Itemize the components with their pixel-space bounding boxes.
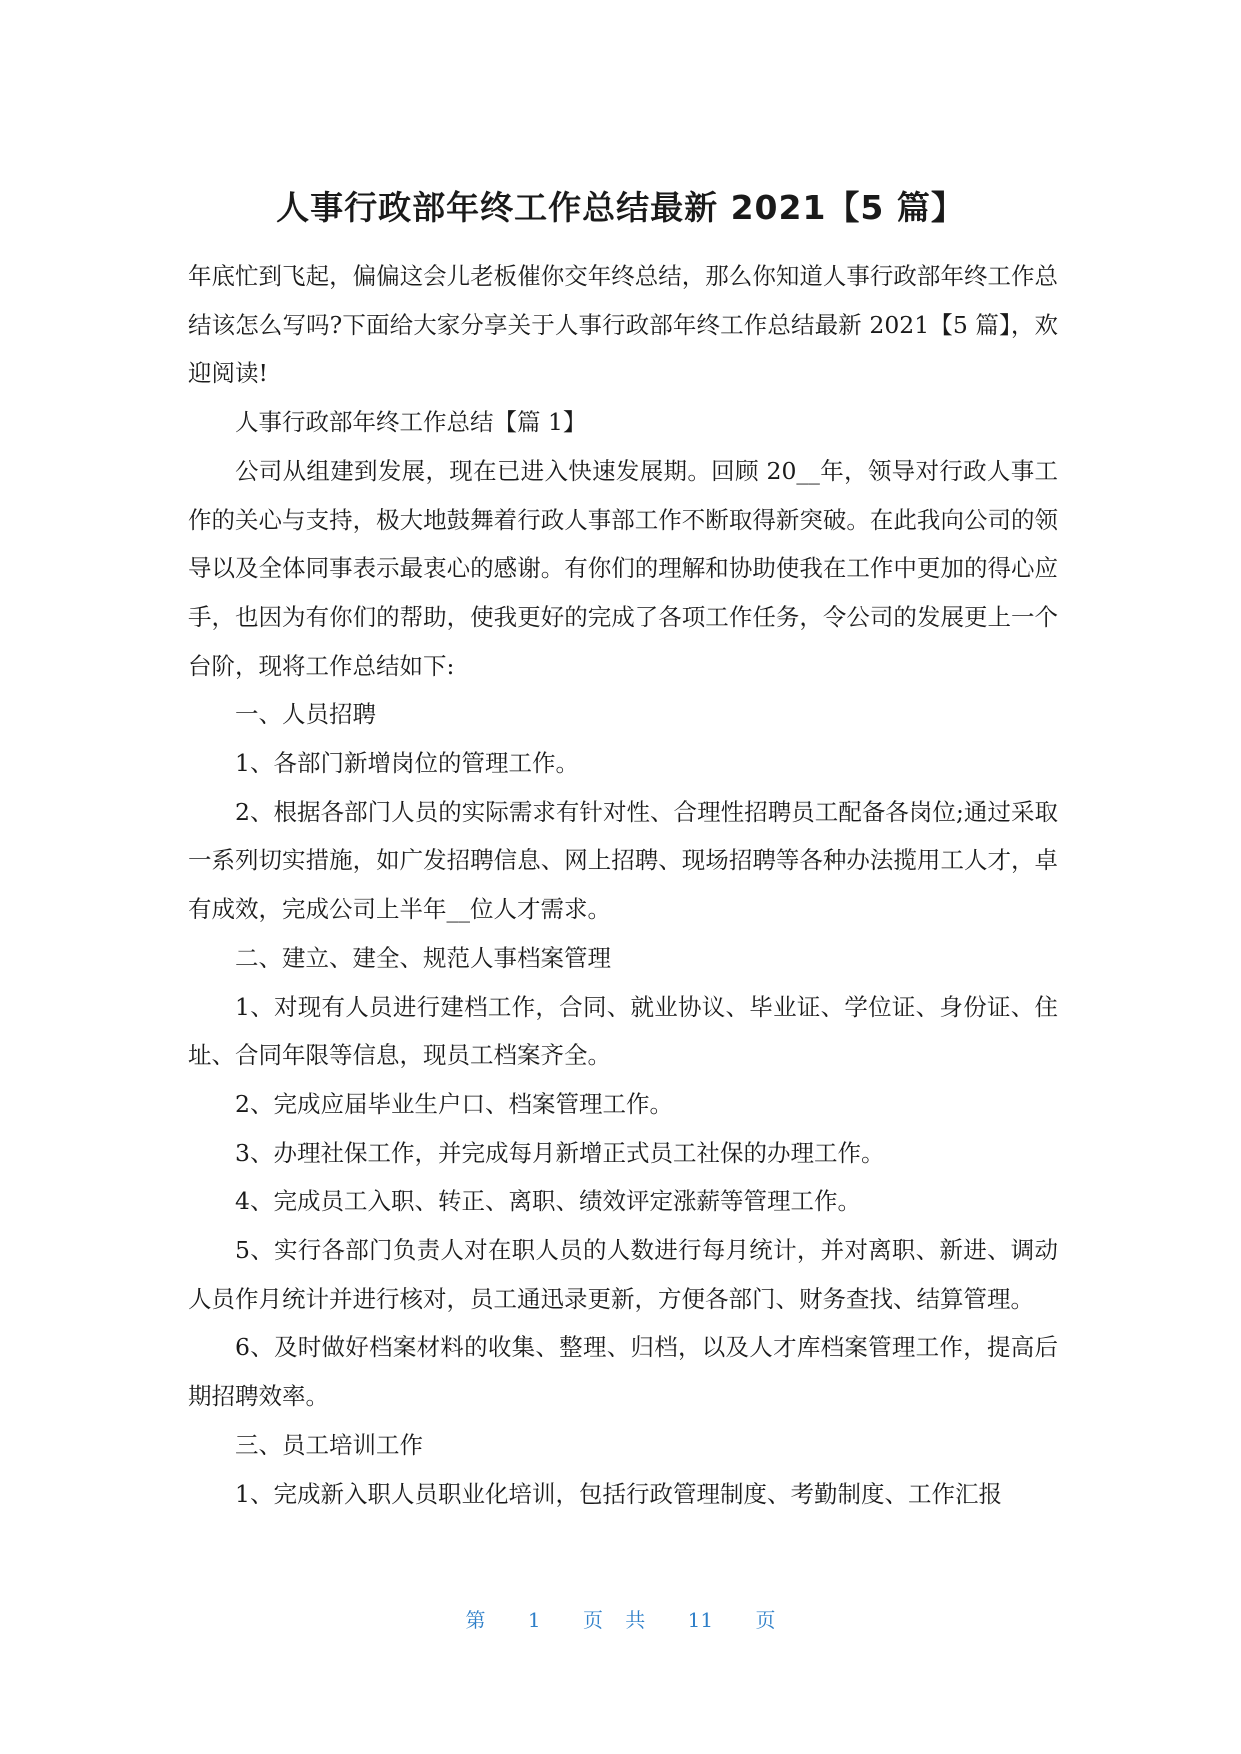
document-title: 人事行政部年终工作总结最新 2021【5 篇】: [276, 188, 965, 227]
paragraph: 年底忙到飞起，偏偏这会儿老板催你交年终总结，那么你知道人事行政部年终工作总结该怎么写吗?下面给大家分享关于人事行政部年终工作总结最新 2021【5 篇】，欢迎阅读!: [188, 262, 1058, 388]
section-heading: 三、员工培训工作: [235, 1430, 423, 1459]
list-item: 5、实行各部门负责人对在职人员的人数进行每月统计，并对离职、新进、调动人员作月统计并进行核对，员工通迅录更新，方便各部门、财务查找、结算管理。: [188, 1236, 1058, 1313]
section-heading: 人事行政部年终工作总结【篇 1】: [235, 408, 587, 437]
section-heading: 一、人员招聘: [235, 700, 376, 729]
list-item: 2、完成应届毕业生户口、档案管理工作。: [235, 1089, 673, 1118]
section-heading: 二、建立、建全、规范人事档案管理: [235, 943, 611, 972]
list-item: 4、完成员工入职、转正、离职、绩效评定涨薪等管理工作。: [235, 1187, 861, 1216]
document-body: [188, 252, 1058, 1518]
list-item: 1、完成新入职人员职业化培训，包括行政管理制度、考勤制度、工作汇报: [235, 1479, 1002, 1508]
list-item: 3、办理社保工作，并完成每月新增正式员工社保的办理工作。: [235, 1138, 885, 1167]
footer-middle: 页 共: [582, 1608, 646, 1632]
list-item: 1、各部门新增岗位的管理工作。: [235, 749, 579, 778]
list-item: 6、及时做好档案材料的收集、整理、归档，以及人才库档案管理工作，提高后期招聘效率。: [188, 1333, 1058, 1411]
footer-prefix: 第: [465, 1608, 486, 1632]
footer-suffix: 页: [755, 1608, 776, 1632]
footer-page-number: 1: [527, 1608, 541, 1632]
list-item: 2、根据各部门人员的实际需求有针对性、合理性招聘员工配备各岗位;通过采取一系列切实措施，如广发招聘信息、网上招聘、现场招聘等各种办法揽用工人才，卓有成效，完成公司上半年__位人才需求。: [188, 797, 1058, 924]
page-footer: [0, 1604, 1241, 1633]
footer-total-pages: 11: [687, 1608, 714, 1632]
paragraph: 公司从组建到发展，现在已进入快速发展期。回顾 20__年，领导对行政人事工作的关心与支持，极大地鼓舞着行政人事部工作不断取得新突破。在此我向公司的领导以及全体同事表示最衷心的感谢。有你们的理解和协助使我在工作中更加的得心应手，也因为有你们的帮助，使我更好的完成了各项工作任务，令公司的发展更上一个台阶，现将工作总结如下:: [188, 456, 1058, 680]
list-item: 1、对现有人员进行建档工作，合同、就业协议、毕业证、学位证、身份证、住址、合同年限等信息，现员工档案齐全。: [188, 992, 1058, 1070]
